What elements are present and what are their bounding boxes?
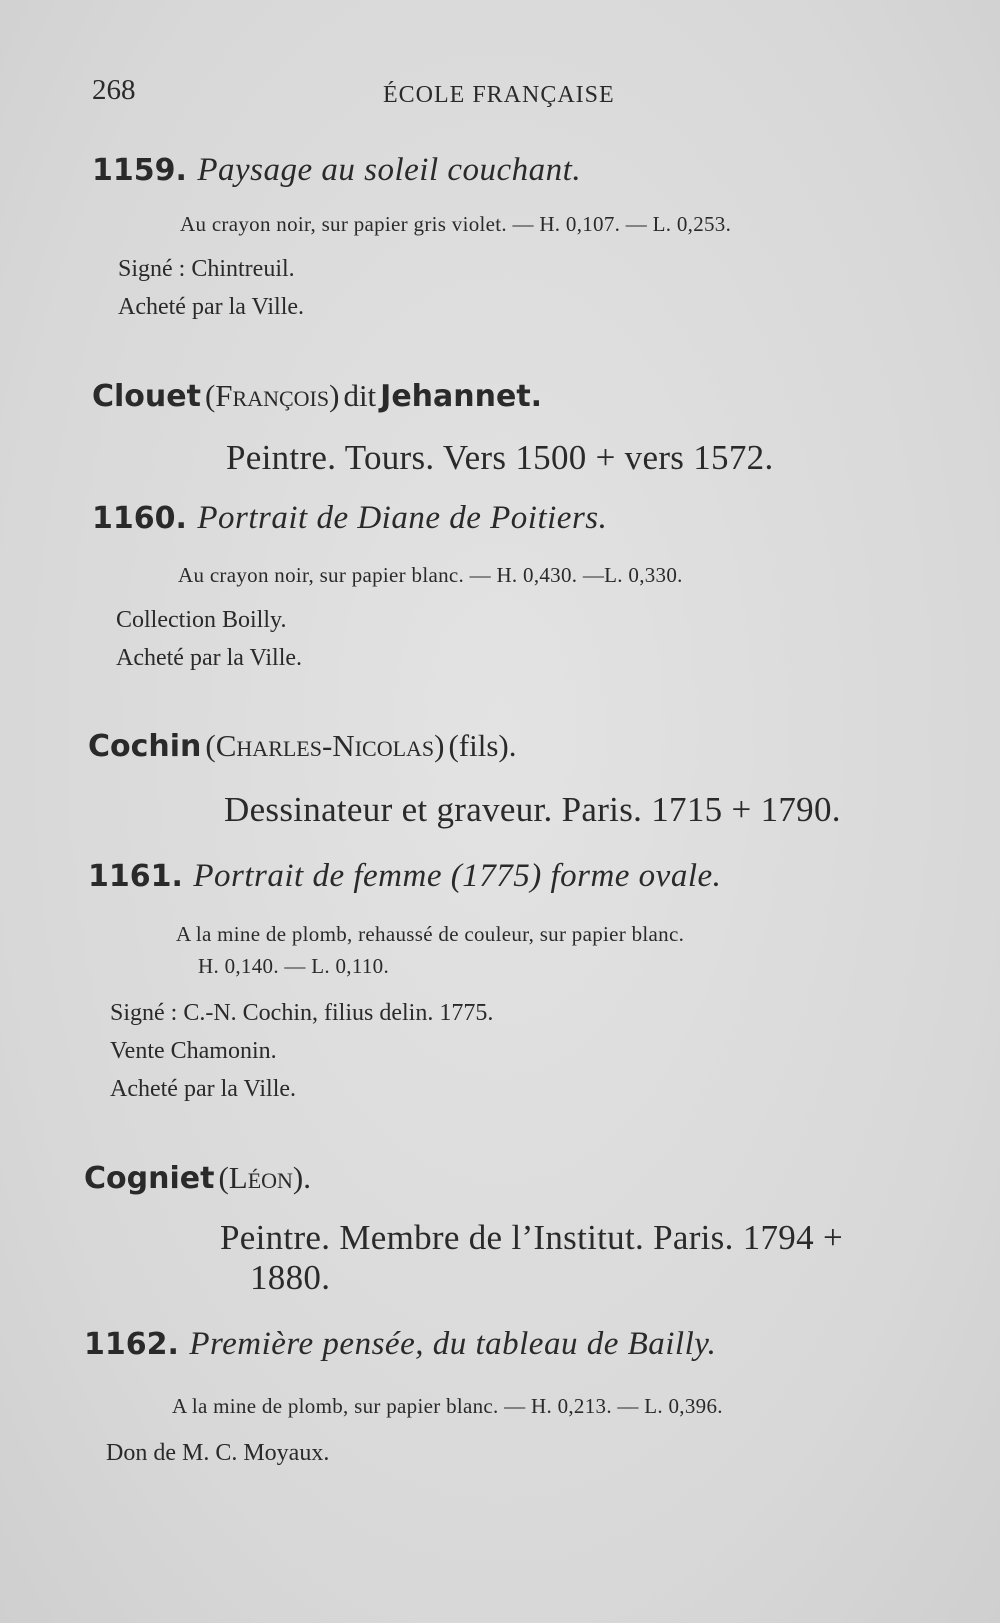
- entry-title: Première pensée, du tableau de Bailly.: [189, 1326, 717, 1362]
- artist-heading: [92, 378, 542, 414]
- entry-note: Signé : C.-N. Cochin, filius delin. 1775.: [110, 1000, 494, 1026]
- artist-name: Cochin: [88, 729, 202, 764]
- entry-note: Don de M. C. Moyaux.: [106, 1440, 330, 1466]
- entry-note: Acheté par la Ville.: [110, 1076, 297, 1102]
- artist-biography: Dessinateur et graveur. Paris. 1715 + 1790.: [224, 790, 841, 829]
- entry-note: Acheté par la Ville.: [118, 294, 305, 320]
- entry-title: Portrait de Diane de Poitiers.: [197, 500, 608, 536]
- entry-note: Signé : Chintreuil.: [118, 256, 295, 282]
- entry-note: Vente Chamonin.: [110, 1038, 277, 1064]
- entry-heading: 1162. Première pensée, du tableau de Bailly.: [84, 1326, 717, 1362]
- artist-alias: Jehannet.: [380, 379, 543, 414]
- page-number: 268: [92, 74, 136, 106]
- artist-epithet: (fils).: [448, 728, 517, 763]
- entry-number: 1161: [88, 859, 172, 894]
- artist-name: Cogniet: [84, 1161, 215, 1196]
- entry-description: Au crayon noir, sur papier blanc. — H. 0,430. —L. 0,330.: [178, 563, 683, 587]
- entry-number: 1162: [84, 1327, 168, 1362]
- entry-title: Portrait de femme (1775) forme ovale.: [193, 858, 722, 894]
- entry-description: Au crayon noir, sur papier gris violet. — H. 0,107. — L. 0,253.: [180, 212, 732, 236]
- entry-description-dimensions: H. 0,140. — L. 0,110.: [198, 954, 390, 978]
- artist-given-name: (François): [204, 378, 340, 413]
- entry-number: 1160: [92, 501, 176, 536]
- artist-given-name: (Charles-Nicolas): [205, 728, 445, 763]
- artist-given-name: (Léon).: [218, 1160, 311, 1195]
- entry-heading: 1159. Paysage au soleil couchant.: [92, 152, 582, 188]
- entry-number: 1159: [92, 153, 176, 188]
- artist-biography: Peintre. Membre de l’Institut. Paris. 1794 +: [220, 1218, 843, 1257]
- entry-description: A la mine de plomb, sur papier blanc. — H. 0,213. — L. 0,396.: [172, 1394, 723, 1418]
- artist-biography: Peintre. Tours. Vers 1500 + vers 1572.: [226, 438, 774, 477]
- artist-heading: [84, 1160, 311, 1196]
- entry-description: A la mine de plomb, rehaussé de couleur, sur papier blanc.: [176, 922, 685, 946]
- entry-note: Collection Boilly.: [116, 607, 287, 633]
- entry-heading: 1160. Portrait de Diane de Poitiers.: [92, 500, 608, 536]
- artist-name: Clouet: [92, 379, 201, 414]
- artist-heading: [88, 728, 516, 764]
- artist-epithet: dit: [343, 378, 377, 413]
- artist-biography-continued: 1880.: [250, 1258, 331, 1297]
- entry-note: Acheté par la Ville.: [116, 645, 303, 671]
- entry-heading: 1161. Portrait de femme (1775) forme ovale.: [88, 858, 722, 894]
- entry-title: Paysage au soleil couchant.: [197, 152, 582, 188]
- running-header: ÉCOLE FRANÇAISE: [383, 82, 615, 108]
